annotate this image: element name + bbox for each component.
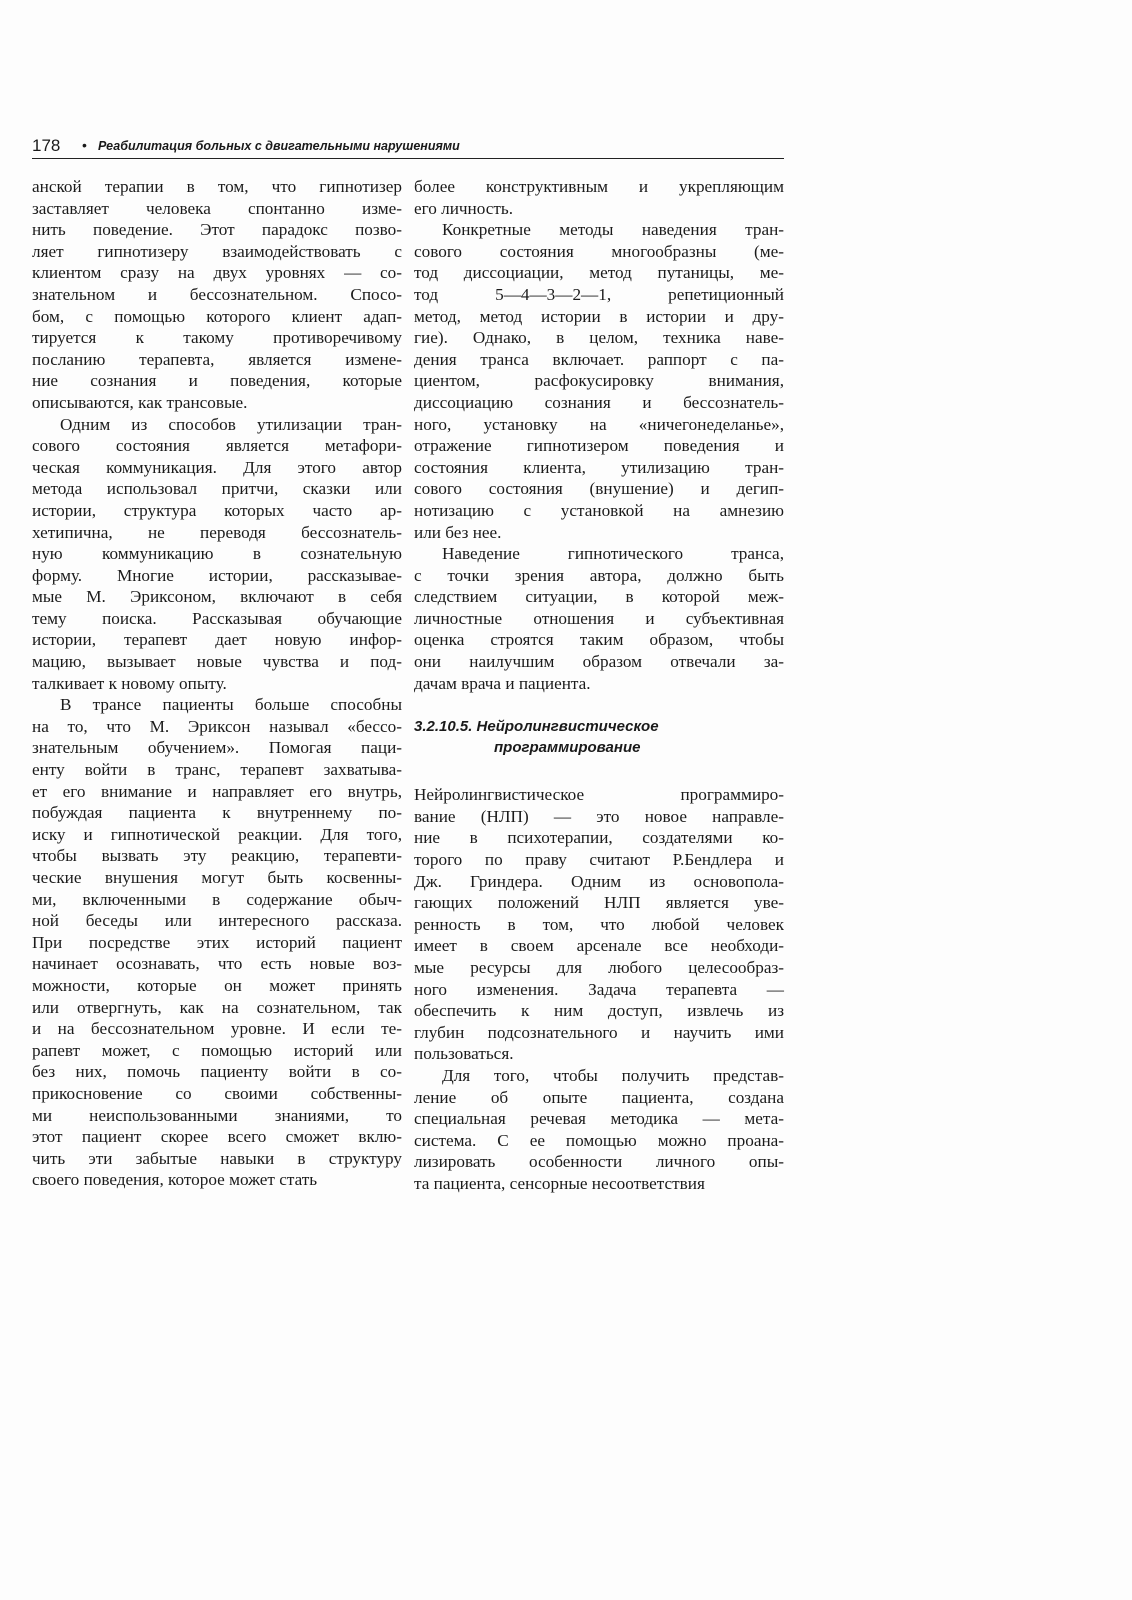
text-line: рапевт может, с помощью историй или bbox=[32, 1040, 402, 1060]
text-line: чить эти забытые навыки в структуру bbox=[32, 1148, 402, 1168]
text-line: своего поведения, которое может стать bbox=[32, 1170, 318, 1190]
text-line: ние сознания и поведения, которые bbox=[32, 371, 402, 391]
text-line: Для того, чтобы получить представ- bbox=[442, 1065, 784, 1085]
text-line: отражение гипнотизером поведения и bbox=[414, 436, 784, 456]
text-line: специальная речевая методика — мета- bbox=[414, 1109, 784, 1129]
paragraph bbox=[414, 1065, 784, 1195]
paragraph bbox=[32, 694, 402, 1191]
text-line: они наилучшим образом отвечали за- bbox=[414, 652, 784, 672]
text-line: пользоваться. bbox=[414, 1044, 514, 1064]
text-line: Одним из способов утилизации тран- bbox=[60, 414, 402, 434]
text-line: тему поиска. Рассказывая обучающие bbox=[32, 608, 402, 628]
text-line: тируется к такому противоречивому bbox=[32, 328, 402, 348]
text-line: истории, структура которых часто ар- bbox=[32, 500, 402, 520]
text-line: метода использовал притчи, сказки или bbox=[32, 479, 402, 499]
paragraph bbox=[414, 219, 784, 543]
text-line: нотизацию с установкой на амнезию bbox=[414, 500, 784, 520]
text-line: обеспечить к ним доступ, извлечь из bbox=[414, 1001, 784, 1021]
text-line: вание (НЛП) — это новое направле- bbox=[414, 806, 784, 826]
text-line: оценка строятся таким образом, чтобы bbox=[414, 630, 784, 650]
text-line: посланию терапевта, является измене- bbox=[32, 349, 402, 369]
paragraph bbox=[414, 543, 784, 694]
text-line: описываются, как трансовые. bbox=[32, 392, 248, 412]
text-line: метод, метод истории в истории и дру- bbox=[414, 306, 784, 326]
text-line: При посредстве этих историй пациент bbox=[32, 932, 402, 952]
text-line: талкивает к новому опыту. bbox=[32, 673, 227, 693]
text-line: истории, терапевт дает новую инфор- bbox=[32, 630, 402, 650]
running-title: Реабилитация больных с двигательными нарушениями bbox=[98, 139, 460, 153]
text-line: ной беседы или интересного рассказа. bbox=[32, 911, 402, 931]
text-line: форму. Многие истории, рассказывае- bbox=[32, 565, 402, 585]
text-line: ного, установку на «ничегонеделанье», bbox=[414, 414, 784, 434]
text-line: мые М. Эриксоном, включают в себя bbox=[32, 587, 402, 607]
text-line: и на бессознательном уровне. И если те- bbox=[32, 1019, 402, 1039]
paragraph bbox=[414, 784, 784, 1065]
text-line: Нейролингвистическое программиро- bbox=[414, 785, 784, 805]
text-line: бом, с помощью которого клиент адап- bbox=[32, 306, 402, 326]
text-line: ми неиспользованными знаниями, то bbox=[32, 1105, 402, 1125]
section-heading bbox=[414, 716, 784, 758]
text-line: сового состояния многообразны (ме- bbox=[414, 241, 784, 261]
text-line: ческие внушения могут быть косвенны- bbox=[32, 868, 402, 887]
text-line: глубин подсознательного и научить ими bbox=[414, 1022, 784, 1042]
text-line: ческая коммуникация. Для этого автор bbox=[32, 457, 402, 477]
text-line: следствием ситуации, в которой меж- bbox=[414, 587, 784, 607]
text-line: тод диссоциации, метод путаницы, ме- bbox=[414, 263, 784, 283]
text-line: или без нее. bbox=[414, 522, 502, 542]
text-line: побуждая пациента к внутреннему по- bbox=[32, 803, 402, 823]
paragraph bbox=[32, 414, 402, 695]
text-line: тод 5—4—3—2—1, репетиционный bbox=[414, 284, 784, 304]
text-line: ляет гипнотизеру взаимодействовать с bbox=[32, 241, 402, 261]
text-line: ние в психотерапии, создателями ко- bbox=[414, 828, 784, 848]
text-line: ление об опыте пациента, создана bbox=[414, 1087, 784, 1107]
text-line: система. С ее помощью можно проана- bbox=[414, 1130, 784, 1150]
text-line: состояния клиента, утилизацию тран- bbox=[414, 457, 784, 477]
text-line: ет его внимание и направляет его внутрь, bbox=[32, 781, 402, 801]
text-line: клиентом сразу на двух уровнях — со- bbox=[32, 263, 402, 283]
left-column bbox=[32, 176, 402, 1191]
text-line: В трансе пациенты больше способны bbox=[60, 695, 402, 715]
text-line: знательным обучением». Помогая паци- bbox=[32, 738, 402, 758]
text-line: личностные отношения и субъективная bbox=[414, 608, 784, 628]
text-line: заставляет человека спонтанно изме- bbox=[32, 198, 402, 218]
text-line: мацию, вызывает новые чувства и под- bbox=[32, 652, 402, 672]
text-line: ную коммуникацию в сознательную bbox=[32, 544, 402, 564]
text-line: гие). Однако, в целом, техника наве- bbox=[414, 328, 784, 348]
section-heading-line: 3.2.10.5. Нейролингвистическое bbox=[414, 718, 659, 736]
text-line: чтобы вызвать эту реакцию, терапевти- bbox=[32, 846, 402, 866]
text-line: гающих положений НЛП является уве- bbox=[414, 893, 784, 913]
text-line: Конкретные методы наведения тран- bbox=[442, 220, 784, 240]
header-bullet: • bbox=[82, 137, 87, 153]
text-line: начинает осознавать, что есть новые воз- bbox=[32, 954, 402, 974]
section-heading-line: программирование bbox=[494, 739, 641, 757]
text-line: сового состояния (внушение) и дегип- bbox=[414, 479, 784, 499]
text-line: сового состояния является метафори- bbox=[32, 436, 402, 456]
text-line: циентом, расфокусировку внимания, bbox=[414, 371, 784, 391]
page-number: 178 bbox=[32, 136, 61, 155]
text-line: Дж. Гриндера. Одним из основопола- bbox=[414, 871, 784, 891]
text-line: знательном и бессознательном. Спосо- bbox=[32, 284, 402, 304]
text-line: с точки зрения автора, должно быть bbox=[414, 565, 784, 585]
text-line: мые ресурсы для любого целесообраз- bbox=[414, 958, 784, 977]
text-line: диссоциацию сознания и бессознатель- bbox=[414, 392, 784, 412]
text-line: дения транса включает. раппорт с па- bbox=[414, 349, 784, 369]
text-line: лизировать особенности личного опы- bbox=[414, 1152, 784, 1172]
text-line: хетипична, не переводя бессознатель- bbox=[32, 522, 402, 542]
text-line: анской терапии в том, что гипнотизер bbox=[32, 177, 402, 196]
text-line: ренность в том, что любой человек bbox=[414, 914, 784, 934]
paragraph bbox=[414, 176, 784, 219]
paragraph bbox=[32, 176, 402, 414]
text-line: на то, что М. Эриксон называл «бессо- bbox=[32, 716, 402, 736]
text-line: этот пациент скорее всего сможет вклю- bbox=[32, 1127, 402, 1147]
text-line: та пациента, сенсорные несоответствия bbox=[414, 1173, 705, 1193]
text-line: нить поведение. Этот парадокс позво- bbox=[32, 220, 402, 240]
text-line: прикосновение со своими собственны- bbox=[32, 1083, 402, 1103]
right-column bbox=[414, 176, 784, 1195]
text-line: более конструктивным и укрепляющим bbox=[414, 177, 784, 196]
text-line: енту войти в транс, терапевт захватыва- bbox=[32, 760, 402, 780]
text-line: имеет в своем арсенале все необходи- bbox=[414, 936, 784, 956]
text-line: дачам врача и пациента. bbox=[414, 673, 591, 693]
text-line: ми, включенными в содержание обыч- bbox=[32, 889, 402, 909]
running-header bbox=[32, 136, 784, 159]
text-line: его личность. bbox=[414, 198, 514, 218]
text-line: иску и гипнотической реакции. Для того, bbox=[32, 824, 402, 844]
text-line: торого по праву считают Р.Бендлера и bbox=[414, 850, 784, 870]
text-line: ного изменения. Задача терапевта — bbox=[414, 979, 784, 999]
text-line: можности, которые он может принять bbox=[32, 975, 402, 995]
text-line: Наведение гипнотического транса, bbox=[442, 544, 784, 564]
text-line: без них, помочь пациенту войти в со- bbox=[32, 1062, 402, 1082]
text-line: или отвергнуть, как на сознательном, так bbox=[32, 997, 402, 1017]
